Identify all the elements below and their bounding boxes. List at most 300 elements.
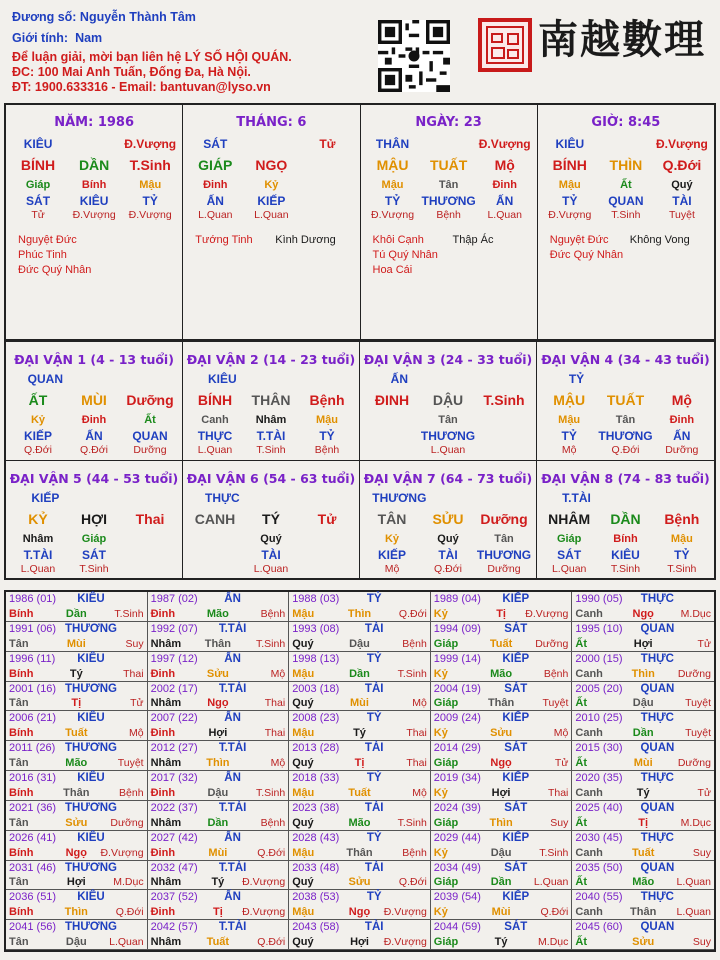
pillar-stage-row-cell: L.Quan <box>254 209 289 221</box>
dai-van-hidden-stem-row-cell: Tân <box>438 414 458 426</box>
annual-luck-table <box>4 590 716 952</box>
dai-van-cell[interactable] <box>537 341 714 460</box>
dai-van-stage-row-cell <box>364 444 420 459</box>
year-cell[interactable] <box>6 622 148 652</box>
year-value: Ngọ <box>348 906 371 919</box>
year-value: Tử <box>130 697 144 710</box>
year-value: Tị <box>212 906 223 919</box>
dai-van-ten-god-row <box>183 429 359 444</box>
pillar-hidden-stem-row-cell: Kỷ <box>264 179 279 191</box>
year-cell[interactable] <box>289 592 431 622</box>
pillar-stage-row-cell: Đ.Vượng <box>128 209 172 221</box>
pillar-stem-branch-row-cell: Mộ <box>494 157 515 173</box>
dai-van-stage-row-cell <box>476 444 532 459</box>
special-stars <box>6 234 182 279</box>
dai-van-hidden-stem-row <box>537 533 714 548</box>
pillar-stem-branch-row <box>183 157 359 179</box>
dai-van-stage-row-cell: Dưỡng <box>665 444 699 456</box>
pillar-ten-god-row-cell: TỶ <box>142 194 158 208</box>
dai-van-stage-row <box>537 444 714 459</box>
pillar-title: GIỜ: 8:45 <box>591 115 661 130</box>
year-value: Mộ <box>412 786 427 799</box>
dai-van-title: ĐẠI VẬN 8 (74 - 83 tuổi) <box>541 470 710 486</box>
year-value: Dần <box>490 876 512 889</box>
year-cell[interactable] <box>289 861 431 891</box>
year-cell[interactable] <box>431 861 573 891</box>
year-ten-god: QUAN <box>640 861 675 874</box>
year-ten-god: TÀI <box>364 682 384 695</box>
year-ten-god: TỶ <box>366 593 382 605</box>
year-stem-branch-row <box>292 876 427 888</box>
dai-van-hidden-stem-row <box>360 533 536 548</box>
year-value: Bệnh <box>260 607 286 620</box>
dai-van-stem-branch-row <box>183 392 359 414</box>
year-label: 2012 (27) <box>150 742 198 755</box>
pillar-ten-god-row-cell: SÁT <box>26 194 51 208</box>
phone-email-line[interactable]: ĐT: 1900.633316 - Email: bantuvan@lyso.vn <box>12 80 271 94</box>
special-stars <box>538 234 714 264</box>
year-cell[interactable] <box>572 920 714 950</box>
dai-van-ten-god-row-cell: KIẾP <box>23 429 52 443</box>
year-value: Dậu <box>632 697 654 710</box>
dai-van-cell[interactable] <box>6 341 183 460</box>
year-ten-god: THƯƠNG <box>65 801 117 814</box>
year-stem-branch-row <box>151 906 286 918</box>
year-cell[interactable] <box>148 920 290 950</box>
year-stem-branch-row <box>9 608 144 620</box>
year-value: Thìn <box>64 906 88 919</box>
year-label: 2041 (56) <box>9 921 57 934</box>
dai-van-cell[interactable] <box>183 341 360 460</box>
year-ten-god: KIÊU <box>77 772 105 784</box>
address-line: ĐC: 100 Mai Anh Tuấn, Đống Đa, Hà Nội. <box>12 65 251 79</box>
year-label: 2042 (57) <box>150 921 198 934</box>
dai-van-stage-row-cell: L.Quan <box>20 562 56 575</box>
pillar-hidden-stem-row-cell: Mậu <box>139 179 162 191</box>
year-label: 2045 (60) <box>575 921 623 934</box>
dai-van-stem-branch-row-cell: Bệnh <box>664 510 700 527</box>
dai-van-star-row <box>6 372 182 392</box>
year-label: 1991 (06) <box>9 622 57 635</box>
dai-van-stem-branch-row-cell: Thai <box>135 510 165 527</box>
year-value: Đinh <box>150 786 176 799</box>
year-cell[interactable] <box>431 831 573 861</box>
year-value: T.Sinh <box>255 786 286 799</box>
year-value: M.Dục <box>113 876 144 889</box>
dai-van-ten-god-row-cell <box>299 548 355 563</box>
year-value: Dần <box>632 727 654 740</box>
year-value: Tý <box>211 876 225 889</box>
dai-van-ten-god-row-cell: ẤN <box>673 429 691 443</box>
year-value: Tị <box>71 697 82 710</box>
year-value: Mão <box>65 757 88 769</box>
year-ten-god: ẤN <box>224 652 241 665</box>
pillar-hidden-stem-row-cell: Tân <box>438 179 459 191</box>
year-value: Giáp <box>433 757 459 769</box>
dai-van-hidden-stem-row <box>183 533 359 548</box>
dai-van-hidden-stem-row-cell: Đinh <box>81 414 107 426</box>
year-cell[interactable] <box>572 890 714 920</box>
year-cell[interactable] <box>6 682 148 712</box>
dai-van-stage-row <box>6 563 182 578</box>
year-value: Tuất <box>206 936 230 948</box>
year-ten-god: KIẾP <box>502 593 530 605</box>
year-stem-branch-row <box>9 638 144 650</box>
dai-van-stage-row-cell: T.Sinh <box>79 562 109 575</box>
year-ten-god: KIÊU <box>77 891 105 904</box>
year-value: Canh <box>575 727 603 740</box>
dai-van-ten-god-row-cell: KIẾP <box>377 547 406 562</box>
year-cell[interactable] <box>572 711 714 741</box>
year-cell[interactable] <box>6 861 148 891</box>
pillar-star-row-cell: Đ.Vượng <box>124 137 177 151</box>
year-stem-branch-row <box>292 608 427 620</box>
year-cell[interactable] <box>6 711 148 741</box>
pillar-stage-row-cell: L.Quan <box>198 209 233 221</box>
year-value: Ngọ <box>65 846 87 859</box>
year-ten-god: TỶ <box>366 891 382 904</box>
pillar-ten-god-row-cell: KIẾP <box>257 194 286 208</box>
year-cell[interactable] <box>289 682 431 712</box>
dai-van-stage-row-cell: Dưỡng <box>133 444 167 456</box>
pillar-title: NGÀY: 23 <box>415 115 482 130</box>
year-cell[interactable] <box>431 592 573 622</box>
year-value: Sửu <box>632 936 655 948</box>
dai-van-stem-branch-row <box>183 511 359 533</box>
year-label: 2009 (24) <box>433 712 481 725</box>
dai-van-star-row <box>537 372 714 392</box>
year-value: Đ.Vượng <box>525 607 569 620</box>
year-cell[interactable] <box>431 652 573 682</box>
year-cell[interactable] <box>148 592 290 622</box>
dai-van-ten-god-row <box>360 429 536 444</box>
pillar-stage-row-cell: L.Quan <box>487 209 522 221</box>
year-value: Dần <box>207 816 229 829</box>
dai-van-stem-branch-row-cell: KỶ <box>28 510 48 527</box>
year-cell[interactable] <box>289 622 431 652</box>
year-cell[interactable] <box>6 652 148 682</box>
year-stem-branch-row <box>575 787 711 799</box>
year-value: Thân <box>63 786 90 799</box>
dai-van-ten-god-row <box>183 548 359 563</box>
year-stem-branch-row <box>9 817 144 829</box>
dai-van-star-row <box>183 372 359 392</box>
dai-van-cell[interactable] <box>6 460 183 579</box>
year-stem-branch-row <box>151 727 286 739</box>
dai-van-stage-row <box>183 563 359 578</box>
dai-van-hidden-stem-row-cell: Nhâm <box>255 414 287 426</box>
year-cell[interactable] <box>572 771 714 801</box>
year-cell[interactable] <box>431 682 573 712</box>
year-cell[interactable] <box>572 622 714 652</box>
year-value: Tuất <box>631 846 655 859</box>
special-star: Phúc Tinh <box>18 249 67 261</box>
year-ten-god: ẤN <box>224 891 241 904</box>
year-cell[interactable] <box>572 741 714 771</box>
year-value: Tị <box>496 607 506 620</box>
dai-van-cell[interactable] <box>537 460 714 579</box>
dai-van-star: QUAN <box>27 372 63 386</box>
year-value: Canh <box>575 846 603 859</box>
pillar-ten-god-row-cell: ẤN <box>496 194 514 208</box>
dai-van-hidden-stem-row-cell: Nhâm <box>22 532 54 545</box>
year-cell[interactable] <box>148 741 290 771</box>
year-label: 2013 (28) <box>292 742 340 755</box>
year-cell[interactable] <box>289 652 431 682</box>
pillar-stage-row <box>538 209 714 224</box>
year-value: Ất <box>575 816 587 829</box>
year-value: Quý <box>292 637 314 650</box>
year-cell[interactable] <box>6 592 148 622</box>
year-value: Thai <box>123 667 144 680</box>
year-label: 2026 (41) <box>9 831 57 844</box>
year-label: 2007 (22) <box>150 712 198 725</box>
year-value: Thân <box>630 906 657 919</box>
dai-van-hidden-stem-row-cell: Tân <box>615 414 636 426</box>
year-value: Tý <box>494 936 508 948</box>
year-ten-god: KIẾP <box>502 652 530 665</box>
year-cell[interactable] <box>289 771 431 801</box>
pillar-hidden-stem-row <box>538 179 714 194</box>
dai-van-cell[interactable] <box>360 460 537 579</box>
special-star: Khôi Cạnh <box>372 234 424 246</box>
year-cell[interactable] <box>572 592 714 622</box>
contact-line: Để luận giải, mời bạn liên hệ LÝ SỐ HỘI QUÁN. <box>12 50 292 64</box>
special-star-line <box>18 234 182 249</box>
pillar-star-row <box>361 137 537 157</box>
year-ten-god: THỰC <box>640 593 674 605</box>
pillar-star-row-cell: Tử <box>319 137 336 151</box>
dai-van-stem-branch-row <box>537 511 714 533</box>
year-cell[interactable] <box>148 801 290 831</box>
year-ten-god: ẤN <box>224 831 241 844</box>
year-value: Giáp <box>433 816 459 829</box>
special-star: Tướng Tinh <box>195 234 253 246</box>
dai-van-stage-row <box>537 563 714 578</box>
pillar-stage-row-cell: Đ.Vượng <box>548 209 592 221</box>
year-ten-god: QUAN <box>640 682 675 695</box>
year-label: 2025 (40) <box>575 801 623 814</box>
year-value: Đinh <box>150 727 176 740</box>
dai-van-hidden-stem-row-cell: Giáp <box>81 532 107 545</box>
year-label: 2010 (25) <box>575 712 623 725</box>
special-star-line <box>195 234 359 249</box>
dai-van-stem-branch-row-cell: THÂN <box>251 392 291 408</box>
year-stem-branch-row <box>434 817 569 829</box>
pillar-star-row <box>6 137 182 157</box>
year-stem-branch-row <box>151 847 286 859</box>
year-value: Q.Đới <box>257 936 286 948</box>
dai-van-ten-god-row-cell: TÀI <box>261 547 281 562</box>
year-stem-branch-row <box>9 906 144 918</box>
dai-van-ten-god-row <box>537 548 714 563</box>
year-ten-god: SÁT <box>504 861 528 874</box>
year-label: 1998 (13) <box>292 652 340 665</box>
dai-van-stem-branch-row-cell: Dưỡng <box>480 510 528 527</box>
year-cell[interactable] <box>289 831 431 861</box>
pillar-hidden-stem-row-cell: Mậu <box>381 179 404 191</box>
dai-van-star-row <box>537 491 714 511</box>
year-ten-god: T.TÀI <box>218 742 247 755</box>
dai-van-hidden-stem-row-cell: Canh <box>201 414 229 426</box>
gender <box>12 31 102 45</box>
year-value: Tị <box>354 757 365 769</box>
pillar-stem-branch-row-cell: DẦN <box>78 157 110 173</box>
year-value: Suy <box>692 936 711 948</box>
year-ten-god: TÀI <box>364 622 384 635</box>
dai-van-stage-row <box>6 444 182 459</box>
year-ten-god: TỶ <box>366 712 382 725</box>
year-value: T.Sinh <box>114 607 144 620</box>
year-value: Đ.Vượng <box>100 846 144 859</box>
year-cell[interactable] <box>289 890 431 920</box>
pillar-stage-row-cell <box>299 209 355 224</box>
year-cell[interactable] <box>289 711 431 741</box>
year-value: Ất <box>575 757 587 769</box>
pillar-stem-branch-row <box>361 157 537 179</box>
year-label: 2043 (58) <box>292 921 340 934</box>
pillar-star-row <box>538 137 714 157</box>
dai-van-cell[interactable] <box>360 341 537 460</box>
year-label: 2011 (26) <box>9 742 56 755</box>
year-stem-branch-row <box>292 817 427 829</box>
year-cell[interactable] <box>148 771 290 801</box>
year-cell[interactable] <box>289 741 431 771</box>
year-value: Q.Đới <box>540 906 569 919</box>
year-value: T.Sinh <box>397 816 427 829</box>
year-cell[interactable] <box>6 771 148 801</box>
year-value: Dần <box>349 667 370 680</box>
dai-van-stem-branch-row-cell: BÍNH <box>197 392 233 408</box>
qr-code-icon[interactable] <box>378 20 450 92</box>
year-cell[interactable] <box>431 801 573 831</box>
year-ten-god: SÁT <box>504 682 528 695</box>
year-stem-branch-row <box>151 608 286 620</box>
year-cell[interactable] <box>572 652 714 682</box>
year-value: Thân <box>346 846 373 859</box>
year-stem-branch-row <box>434 787 569 799</box>
dai-van-stem-branch-row-cell: NHÂM <box>548 510 591 527</box>
year-cell[interactable] <box>148 682 290 712</box>
year-value: Nhâm <box>150 757 182 769</box>
dai-van-ten-god-row <box>537 429 714 444</box>
pillar-star-row-cell: THÂN <box>375 137 410 151</box>
year-stem-branch-row <box>575 608 711 620</box>
pillar-stem-branch-row <box>6 157 182 179</box>
year-cell[interactable] <box>431 771 573 801</box>
dai-van-star-row <box>183 491 359 511</box>
dai-van-cell[interactable] <box>183 460 360 579</box>
year-cell[interactable] <box>431 890 573 920</box>
year-cell[interactable] <box>431 622 573 652</box>
pillar-ten-god-row-cell <box>299 194 355 209</box>
dai-van-ten-god-row <box>6 548 182 563</box>
year-cell[interactable] <box>572 831 714 861</box>
year-ten-god: KIÊU <box>77 712 105 725</box>
year-cell[interactable] <box>431 711 573 741</box>
year-cell[interactable] <box>6 741 148 771</box>
year-ten-god: THƯƠNG <box>65 921 117 934</box>
year-ten-god: KIẾP <box>502 891 530 904</box>
year-cell[interactable] <box>148 652 290 682</box>
year-cell[interactable] <box>148 622 290 652</box>
year-ten-god: KIÊU <box>77 831 105 844</box>
year-cell[interactable] <box>6 920 148 950</box>
year-ten-god: SÁT <box>504 801 528 814</box>
dai-van-stage-row-cell: T.Sinh <box>256 444 286 456</box>
pillar-star-row <box>183 137 359 157</box>
seal-stamp-icon <box>478 18 532 72</box>
dai-van-ten-god-row-cell: TỶ <box>561 429 577 443</box>
year-value: Q.Đới <box>398 876 427 889</box>
dai-van-star: ẤN <box>390 372 408 386</box>
dai-van-ten-god-row-cell: TỶ <box>319 429 335 443</box>
year-stem-branch-row <box>292 906 427 918</box>
year-stem-branch-row <box>575 876 711 888</box>
year-cell[interactable] <box>148 890 290 920</box>
year-cell[interactable] <box>572 801 714 831</box>
year-value: Bính <box>9 727 34 740</box>
year-label: 2004 (19) <box>433 682 481 695</box>
year-ten-god: THỰC <box>640 831 674 844</box>
header <box>0 0 720 100</box>
year-value: Mão <box>348 816 371 829</box>
dai-van-hidden-stem-row-cell: Mậu <box>316 414 338 426</box>
year-cell[interactable] <box>289 920 431 950</box>
special-star: Kình Dương <box>275 234 336 246</box>
year-value: Tuất <box>489 637 513 650</box>
year-value: Suy <box>125 637 144 650</box>
year-value: T.Sinh <box>539 846 569 859</box>
pillar-2 <box>361 105 538 339</box>
dai-van-hidden-stem-row-cell: Ất <box>144 414 156 426</box>
year-label: 1990 (05) <box>575 593 623 605</box>
year-stem-branch-row <box>292 697 427 709</box>
year-value: Tý <box>69 667 83 680</box>
year-cell[interactable] <box>431 741 573 771</box>
year-cell[interactable] <box>289 801 431 831</box>
year-value: Quý <box>292 757 314 769</box>
year-cell[interactable] <box>148 711 290 741</box>
year-cell[interactable] <box>6 801 148 831</box>
year-label: 2038 (53) <box>292 891 340 904</box>
dai-van-stem-branch-row-cell: ẤT <box>28 392 48 408</box>
year-cell[interactable] <box>431 920 573 950</box>
special-star: Nguyệt Đức <box>549 234 609 246</box>
year-cell[interactable] <box>148 861 290 891</box>
dai-van-hidden-stem-row-cell: Mậu <box>558 414 581 426</box>
year-stem-branch-row <box>9 727 144 739</box>
dai-van-ten-god-row-cell: THƯƠNG <box>598 429 653 443</box>
year-cell[interactable] <box>6 890 148 920</box>
year-cell[interactable] <box>148 831 290 861</box>
year-cell[interactable] <box>572 861 714 891</box>
year-value: Suy <box>550 816 569 829</box>
dai-van-ten-god-row <box>6 429 182 444</box>
year-stem-branch-row <box>434 727 569 739</box>
dai-van-hidden-stem-row-cell: Giáp <box>556 532 582 545</box>
year-stem-branch-row <box>151 757 286 769</box>
dai-van-stem-branch-row <box>360 392 536 414</box>
year-ten-god: TÀI <box>364 921 384 934</box>
year-label: 2030 (45) <box>575 831 623 844</box>
year-value: Tị <box>638 816 649 829</box>
year-cell[interactable] <box>572 682 714 712</box>
pillar-stem-branch-row-cell: BÍNH <box>20 157 56 173</box>
year-label: 1999 (14) <box>433 652 481 665</box>
year-value: Đ.Vượng <box>383 906 427 919</box>
year-cell[interactable] <box>6 831 148 861</box>
